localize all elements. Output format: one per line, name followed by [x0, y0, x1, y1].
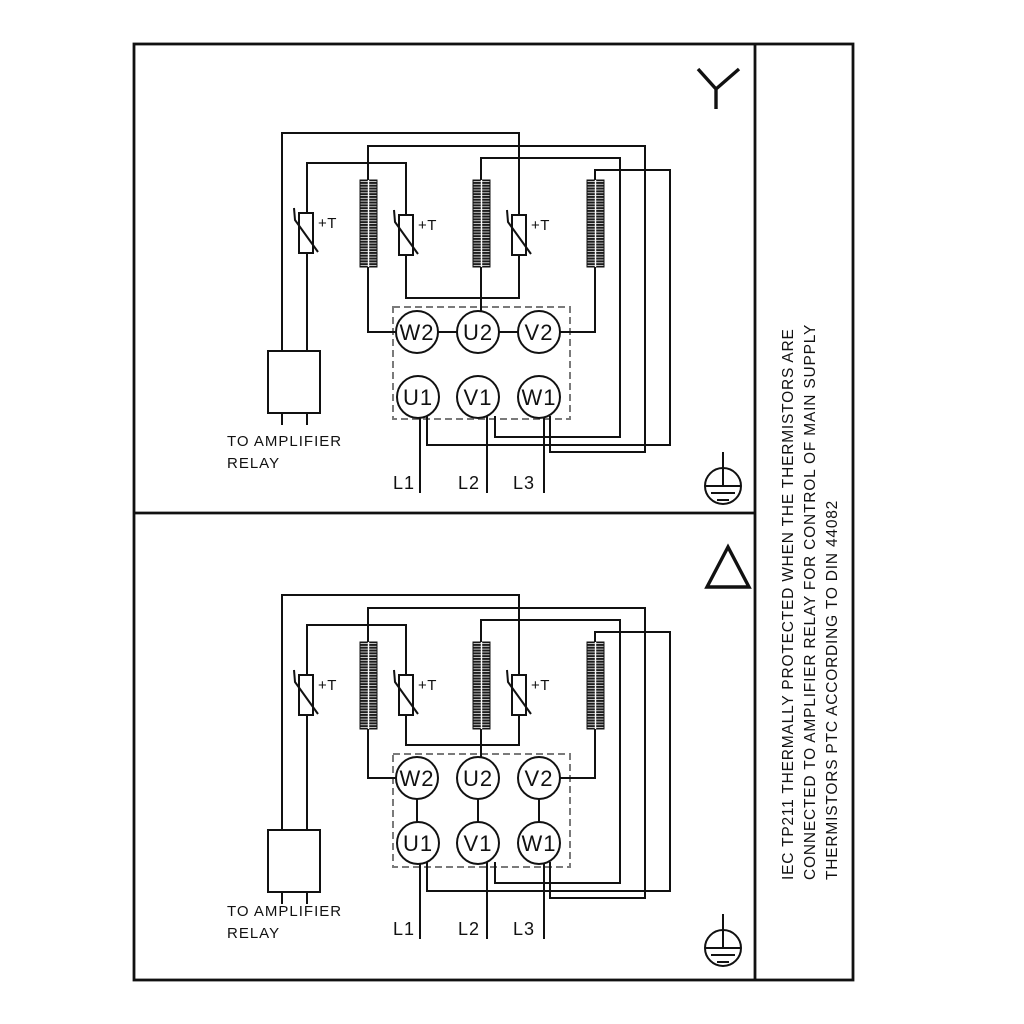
amplifier-relay-box: [268, 830, 320, 892]
svg-text:U1: U1: [402, 385, 434, 410]
supply-label-l2: L2: [457, 473, 480, 493]
terminal-v1: [457, 822, 499, 864]
svg-text:V1: V1: [463, 385, 493, 410]
motor-winding: [587, 642, 604, 729]
terminal-u2: [457, 311, 499, 353]
motor-winding: [360, 642, 377, 729]
side-note-line2: CONNECTED TO AMPLIFIER RELAY FOR CONTROL OF MAIN SUPPLY: [802, 323, 819, 880]
terminal-v2: [518, 311, 560, 353]
thermistor-label: +T: [531, 677, 550, 694]
side-note-line1: IEC TP211 THERMALLY PROTECTED WHEN THE THERMISTORS ARE: [780, 328, 797, 880]
supply-label-l1: L1: [392, 473, 415, 493]
terminal-v1: [457, 376, 499, 418]
side-note-line3: THERMISTORS PTC ACCORDING TO DIN 44082: [824, 499, 841, 880]
motor-winding: [587, 180, 604, 267]
relay-caption-line2: RELAY: [227, 925, 281, 942]
svg-text:U2: U2: [462, 766, 494, 791]
thermistor-label: +T: [418, 677, 437, 694]
motor-winding: [360, 180, 377, 267]
terminal-u1: [397, 822, 439, 864]
supply-label-l3: L3: [512, 919, 535, 939]
supply-label-l3: L3: [512, 473, 535, 493]
terminal-w2: [396, 757, 438, 799]
svg-text:W1: W1: [521, 831, 557, 856]
terminal-v2: [518, 757, 560, 799]
supply-label-l2: L2: [457, 919, 480, 939]
relay-caption-line2: RELAY: [227, 455, 281, 472]
terminal-w2: [396, 311, 438, 353]
terminal-u1: [397, 376, 439, 418]
svg-text:V2: V2: [524, 766, 554, 791]
terminal-w1: [518, 376, 560, 418]
terminal-u2: [457, 757, 499, 799]
relay-caption-line1: TO AMPLIFIER: [227, 433, 343, 450]
amplifier-relay-box: [268, 351, 320, 413]
thermistor-label: +T: [531, 217, 550, 234]
svg-text:W2: W2: [399, 320, 435, 345]
motor-winding: [473, 642, 490, 729]
svg-text:U2: U2: [462, 320, 494, 345]
terminal-w1: [518, 822, 560, 864]
svg-text:V2: V2: [524, 320, 554, 345]
motor-winding: [473, 180, 490, 267]
relay-caption-line1: TO AMPLIFIER: [227, 903, 343, 920]
thermistor-label: +T: [318, 215, 337, 232]
supply-label-l1: L1: [392, 919, 415, 939]
svg-text:W2: W2: [399, 766, 435, 791]
svg-text:U1: U1: [402, 831, 434, 856]
svg-text:W1: W1: [521, 385, 557, 410]
thermistor-label: +T: [418, 217, 437, 234]
thermistor-label: +T: [318, 677, 337, 694]
svg-text:V1: V1: [463, 831, 493, 856]
